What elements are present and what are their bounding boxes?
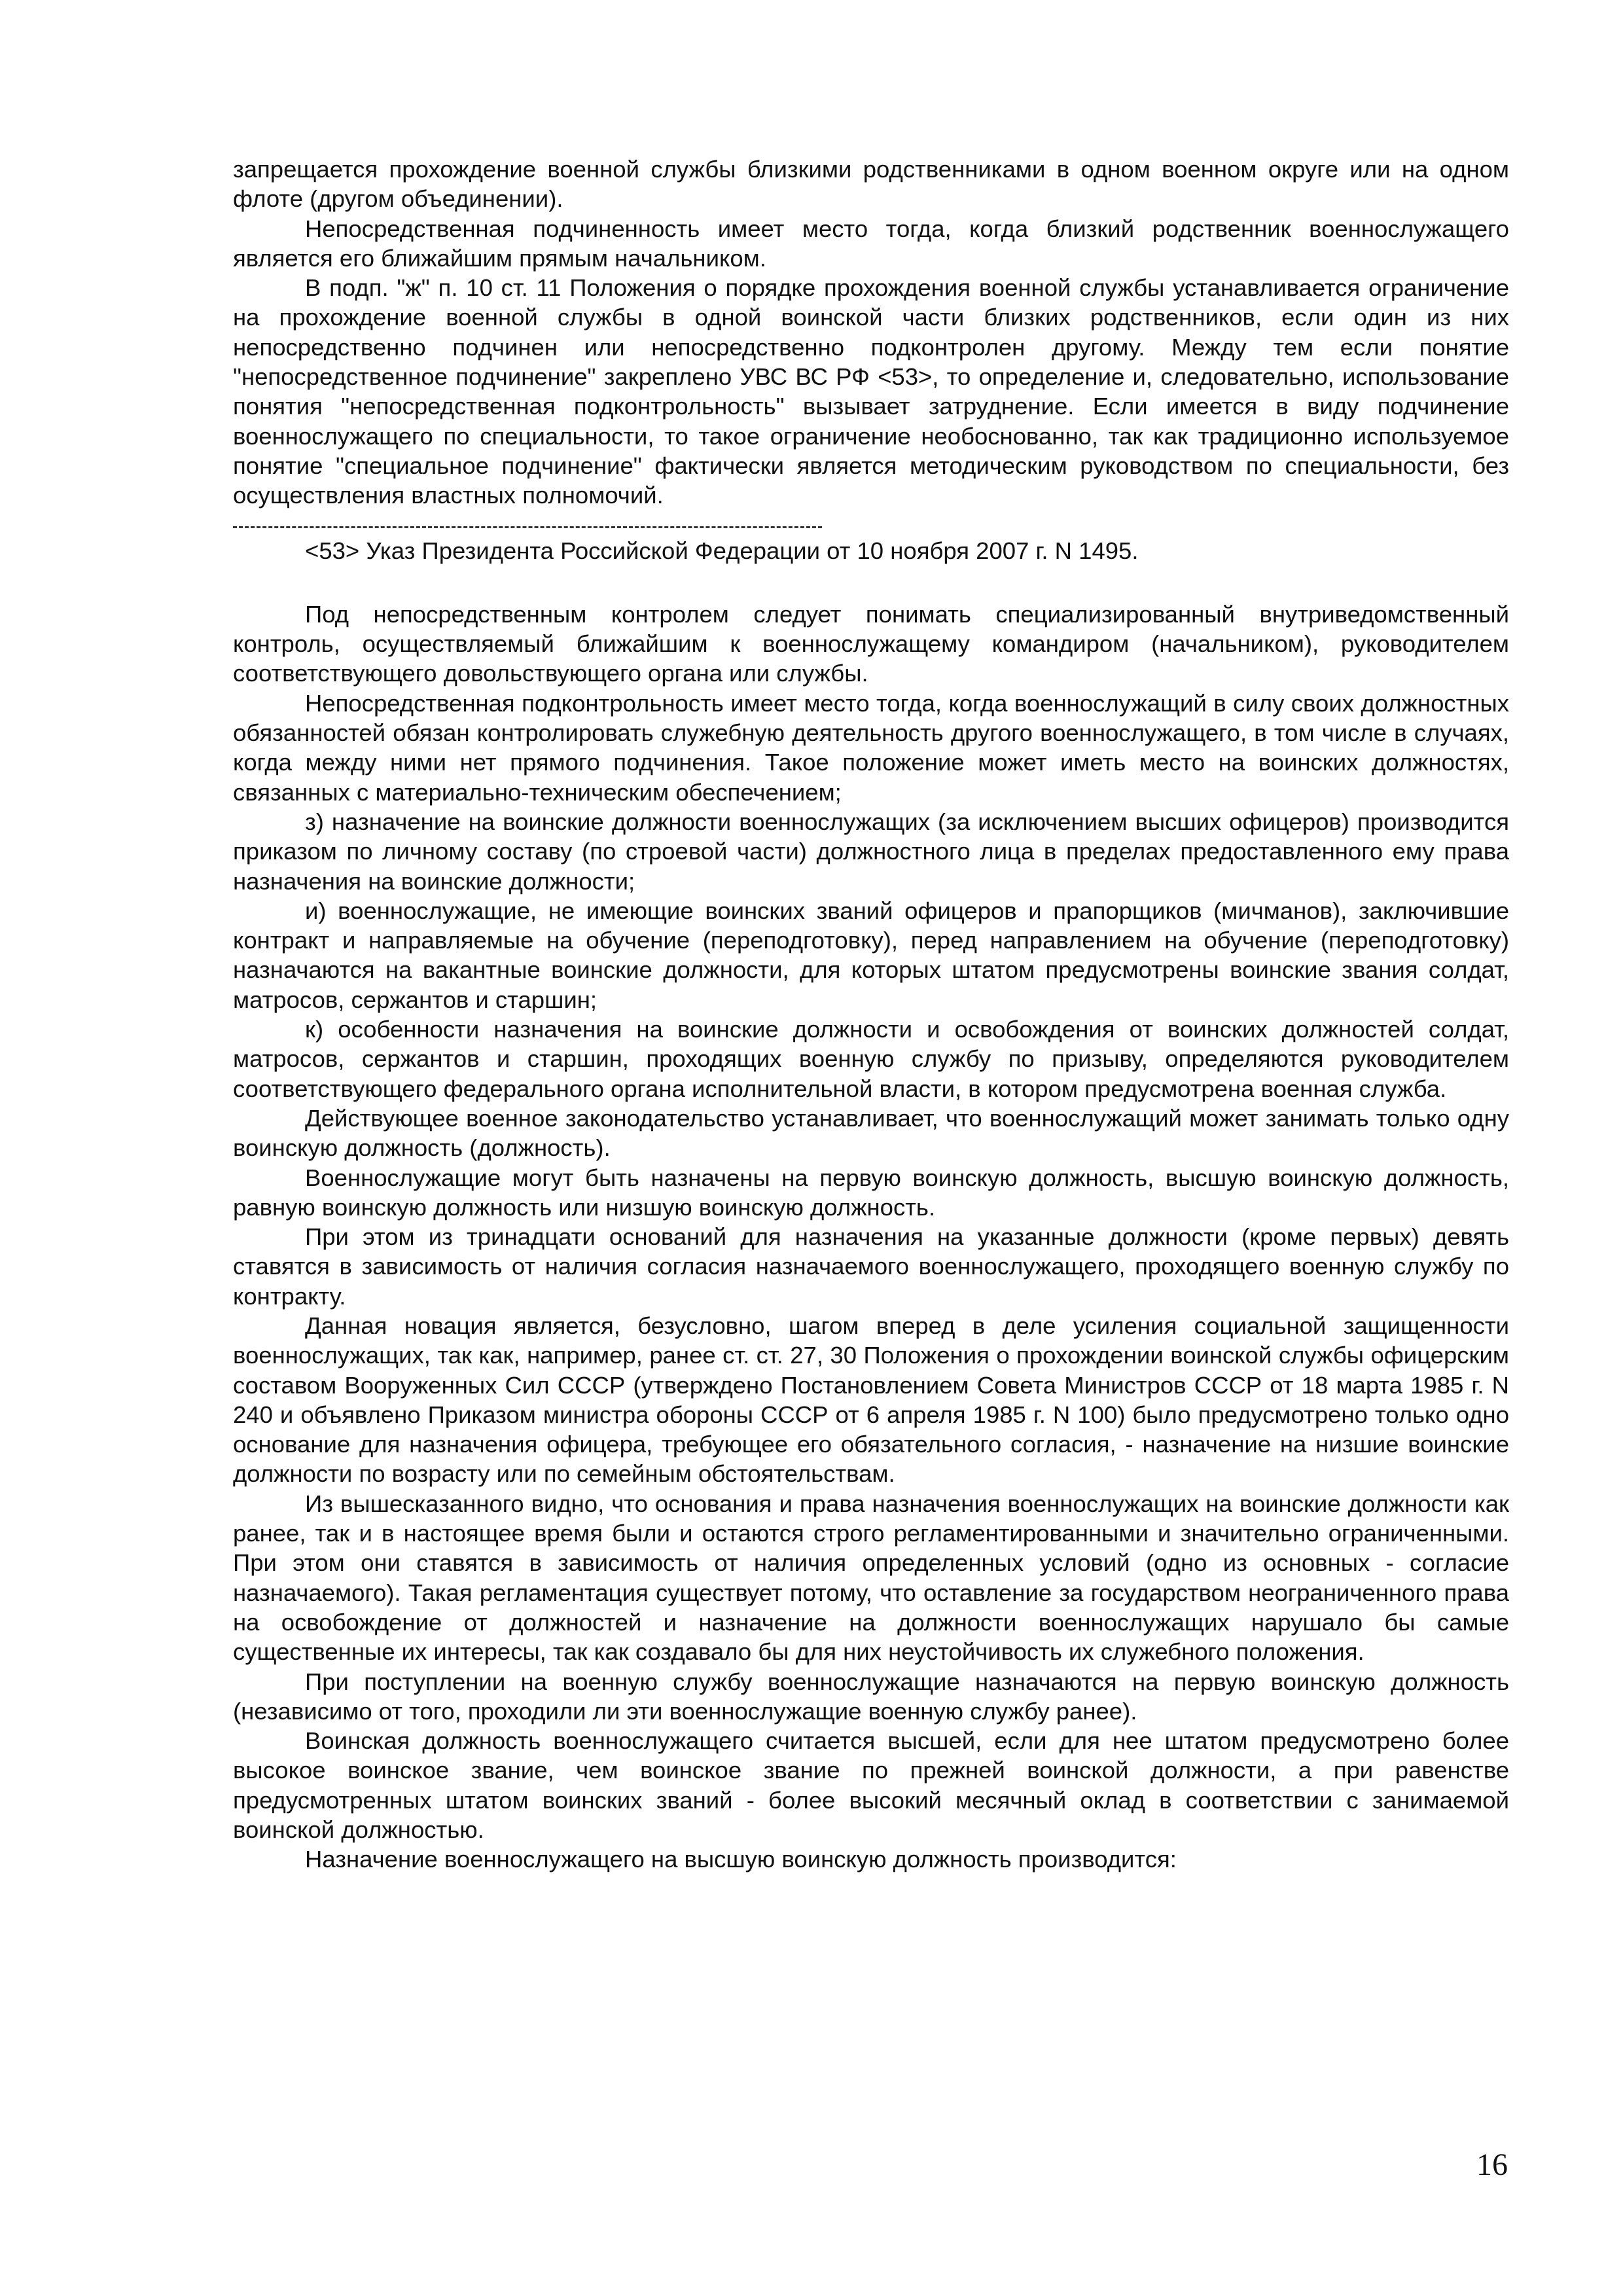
paragraph-1: запрещается прохождение военной службы близкими родственниками в одном военном округе или на одном флоте (другом объединении). <box>233 156 1509 213</box>
paragraph-4: Под непосредственным контролем следует понимать специализированный внутриведомственный контроль, осуществляемый ближайшим к военнослужащему командиром (начальником), руководителем соответствующего довольствующего органа или службы. <box>233 600 1509 687</box>
paragraph-11: При этом из тринадцати оснований для назначения на указанные должности (кроме первых) девять ставятся в зависимость от наличия согласия назначаемого военнослужащего, проходящего военную службу по контракту. <box>233 1223 1509 1310</box>
paragraph-12: Данная новация является, безусловно, шагом вперед в деле усиления социальной защищенности военнослужащих, так как, например, ранее ст. ст. 27, 30 Положения о прохождении воинской службы офицерским составом Вооруженных Сил СССР (утверждено Постановлением Совета Министров СССР от 18 марта 1985 г. N 240 и объявлено Приказом министра обороны СССР от 6 апреля 1985 г. N 100) было предусмотрено только одно основание для назначения офицера, требующее его обязательного согласия, - назначение на низшие воинские должности по возрасту или по семейным обстоятельствам. <box>233 1312 1509 1488</box>
paragraph-16: Назначение военнослужащего на высшую воинскую должность производится: <box>305 1846 1177 1873</box>
paragraph-8: к) особенности назначения на воинские должности и освобождения от воинских должностей солдат, матросов, сержантов и старшин, проходящих военную службу по призыву, определяются руководителем соответствующего федерального органа исполнительной власти, в котором предусмотрена военная служба. <box>233 1016 1509 1102</box>
footnote-53: <53> Указ Президента Российской Федерации от 10 ноября 2007 г. N 1495. <box>305 537 1139 564</box>
paragraph-10: Военнослужащие могут быть назначены на первую воинскую должность, высшую воинскую должность, равную воинскую должность или низшую воинскую должность. <box>233 1164 1509 1221</box>
paragraph-14: При поступлении на военную службу военнослужащие назначаются на первую воинскую должность (независимо от того, проходили ли эти военнослужащие военную службу ранее). <box>233 1668 1509 1725</box>
paragraph-7: и) военнослужащие, не имеющие воинских званий офицеров и прапорщиков (мичманов), заключившие контракт и направляемые на обучение (переподготовку), перед направлением на обучение (переподготовку) назначаются на вакантные воинские должности, для которых штатом предусмотрены воинские звания солдат, матросов, сержантов и старшин; <box>233 897 1509 1013</box>
paragraph-13: Из вышесказанного видно, что основания и права назначения военнослужащих на воинские должности как ранее, так и в настоящее время были и остаются строго регламентированными и значительно ограниченными. При этом они ставятся в зависимость от наличия определенных условий (одно из основных - согласие назначаемого). Такая регламентация существует потому, что оставление за государством неограниченного права на освобождение от должностей и назначение на должности военнослужащих нарушало бы самые существенные их интересы, так как создавало бы для них неустойчивость их служебного положения. <box>233 1490 1509 1666</box>
page-number: 16 <box>1476 2147 1508 2182</box>
paragraph-2: Непосредственная подчиненность имеет место тогда, когда близкий родственник военнослужащего является его ближайшим прямым начальником. <box>233 215 1509 272</box>
paragraph-6: з) назначение на воинские должности военнослужащих (за исключением высших офицеров) производится приказом по личному составу (по строевой части) должностного лица в пределах предоставленного ему права назначения на воинские должности; <box>233 808 1509 895</box>
paragraph-5: Непосредственная подконтрольность имеет место тогда, когда военнослужащий в силу своих должностных обязанностей обязан контролировать служебную деятельность другого военнослужащего, в том числе в случаях, когда между ними нет прямого подчинения. Такое положение может иметь место на воинских должностях, связанных с материально-техническим обеспечением; <box>233 689 1509 806</box>
document-page <box>233 154 1509 1874</box>
footnote-separator <box>233 513 822 528</box>
paragraph-3: В подп. "ж" п. 10 ст. 11 Положения о порядке прохождения военной службы устанавливается ограничение на прохождение военной службы в одной воинской части близких родственников, если один из них непосредственно подчинен или непосредственно подконтролен другому. Между тем если понятие "непосредственное подчинение" закреплено УВС ВС РФ <53>, то определение и, следовательно, использование понятия "непосредственная подконтрольность" вызывает затруднение. Если имеется в виду подчинение военнослужащего по специальности, то такое ограничение необоснованно, так как традиционно используемое понятие "специальное подчинение" фактически является методическим руководством по специальности, без осуществления властных полномочий. <box>233 274 1509 509</box>
paragraph-9: Действующее военное законодательство устанавливает, что военнослужащий может занимать только одну воинскую должность (должность). <box>233 1104 1509 1162</box>
paragraph-15: Воинская должность военнослужащего считается высшей, если для нее штатом предусмотрено более высокое воинское звание, чем воинское звание по прежней воинской должности, а при равенстве предусмотренных штатом воинских званий - более высокий месячный оклад в соответствии с занимаемой воинской должностью. <box>233 1727 1509 1844</box>
